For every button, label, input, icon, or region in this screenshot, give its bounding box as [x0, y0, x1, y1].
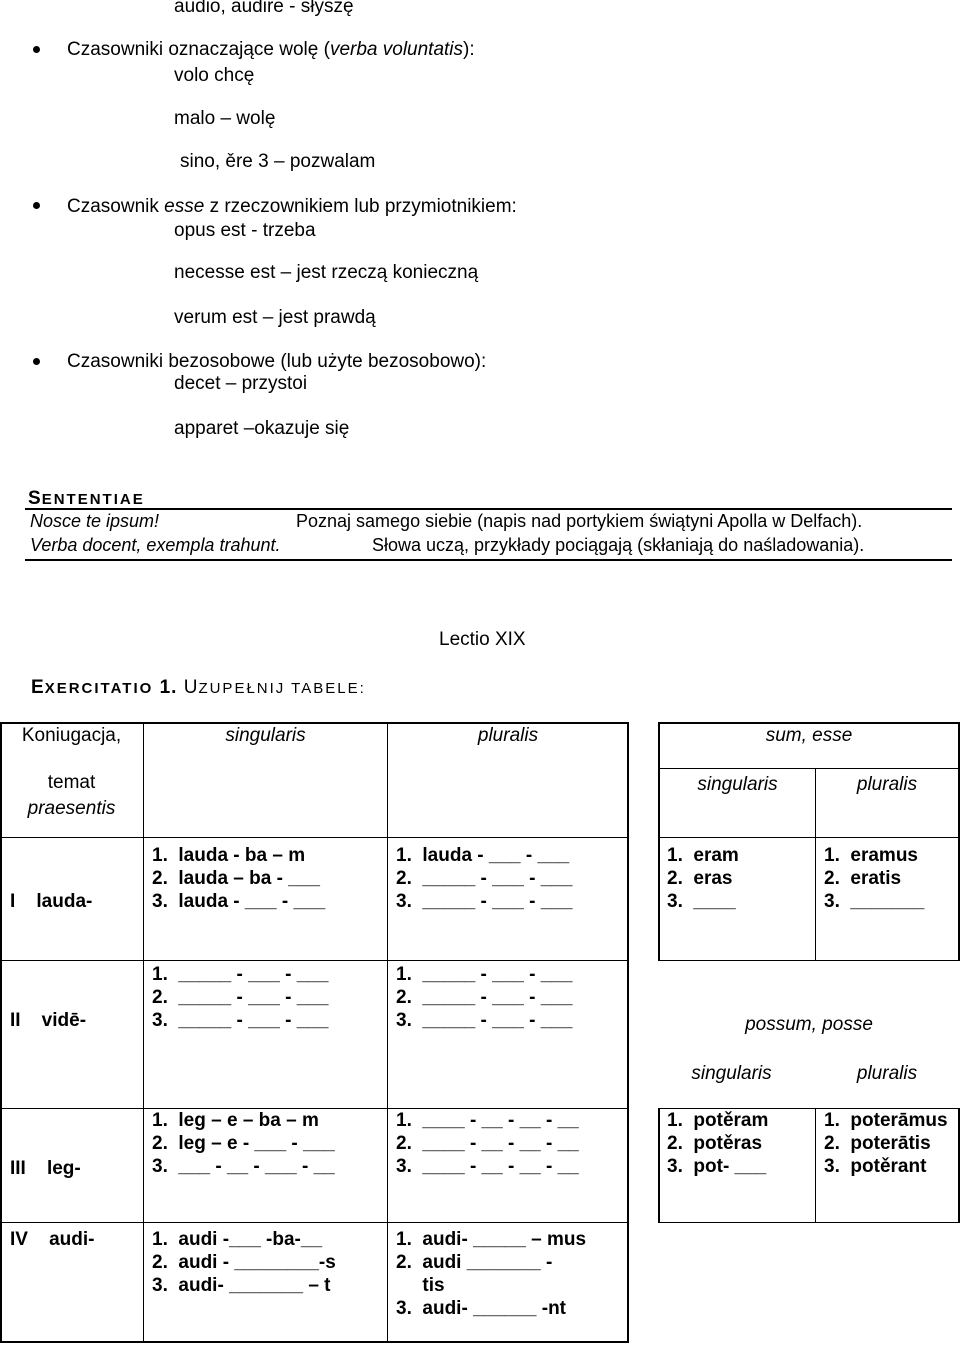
row-label-lauda: I lauda- — [10, 891, 93, 912]
header-possum-pluralis: pluralis — [856, 1063, 918, 1084]
cell-sing-iv: 1. audi -___ -ba-__ 2. audi - ________-s 3. audi- _______ – t — [152, 1229, 336, 1296]
header-praesentis: praesentis — [27, 798, 116, 819]
cell-plur-iv: 1. audi- _____ – mus 2. audi _______ - tis 3. audi- ______ -nt — [396, 1229, 587, 1319]
cell-plur-ii: 1. _____ - ___ - ___ 2. _____ - ___ - ___ 3. _____ - ___ - ___ — [396, 964, 573, 1031]
sentence-latin: Verba docent, exempla trahunt. — [30, 535, 281, 555]
divider — [25, 559, 952, 561]
bullet-dot — [33, 202, 40, 209]
header-koniugacja: Koniugacja, — [21, 725, 122, 746]
list-item: volo chcę — [174, 65, 255, 86]
cell-sum-sing: 1. eram 2. eras 3. ____ — [667, 845, 739, 912]
cell-sing-i: 1. lauda - ba – m 2. lauda – ba - ___ 3. lauda - ___ - ___ — [152, 845, 326, 912]
header-possum-posse: possum, posse — [745, 1014, 873, 1035]
cell-plur-iii: 1. ____ - __ - __ - __ 2. ____ - __ - __ - __ 3. ____ - __ - __ - __ — [396, 1110, 579, 1177]
cell-plur-i: 1. lauda - ___ - ___ 2. _____ - ___ - ___ 3. _____ - ___ - ___ — [396, 845, 573, 912]
header-pluralis: pluralis — [477, 725, 539, 746]
cell-possum-plur: 1. poterāmus 2. poterātis 3. potěrant — [824, 1110, 948, 1177]
bullet-heading-impersonal: Czasowniki bezosobowe (lub użyte bezosobowo): — [67, 351, 487, 372]
sentence-latin: Nosce te ipsum! — [30, 511, 160, 531]
list-item: opus est - trzeba — [174, 220, 316, 241]
cell-sing-iii: 1. leg – e – ba – m 2. leg – e - ___ - ___ 3. ___ - __ - ___ - __ — [152, 1110, 335, 1177]
row-label-leg: III leg- — [10, 1158, 81, 1179]
cell-possum-sing: 1. potěram 2. potěras 3. pot- ___ — [667, 1110, 769, 1177]
bullet-heading-voluntatis: Czasowniki oznaczające wolę (verba voluntatis): — [67, 39, 475, 60]
bullet-dot — [33, 46, 40, 53]
cell-sing-ii: 1. _____ - ___ - ___ 2. _____ - ___ - ___ 3. _____ - ___ - ___ — [152, 964, 329, 1031]
cell-sum-plur: 1. eramus 2. eratis 3. _______ — [824, 845, 925, 912]
header-sum-pluralis: pluralis — [856, 774, 918, 795]
sentence-polish: Słowa uczą, przykłady pociągają (skłaniają do naśladowania). — [372, 535, 865, 555]
header-sum-esse: sum, esse — [765, 725, 853, 746]
sentence-polish: Poznaj samego siebie (napis nad portykiem świątyni Apolla w Delfach). — [296, 511, 863, 531]
header-temat: temat — [47, 772, 96, 793]
bullet-heading-esse: Czasownik esse z rzeczownikiem lub przymiotnikiem: — [67, 196, 517, 217]
list-item: verum est – jest prawdą — [174, 307, 376, 328]
list-item: malo – wolę — [174, 108, 276, 129]
list-item: sino, ěre 3 – pozwalam — [180, 151, 376, 172]
list-item: apparet –okazuje się — [174, 418, 350, 439]
lesson-title: Lectio XIX — [439, 629, 526, 650]
sententiae-heading: SENTENTIAE — [28, 488, 145, 509]
row-label-audi: IV audi- — [10, 1229, 95, 1250]
list-item: necesse est – jest rzeczą konieczną — [174, 262, 479, 283]
header-possum-singularis: singularis — [691, 1063, 772, 1084]
header-sum-singularis: singularis — [697, 774, 778, 795]
exercise-heading: EXERCITATIO 1. UZUPEŁNIJ TABELE: — [31, 677, 366, 698]
list-item: decet – przystoi — [174, 373, 308, 394]
bullet-dot — [33, 358, 40, 365]
header-singularis: singularis — [225, 725, 306, 746]
verb-line-audio: audio, audire - słyszę — [174, 0, 354, 17]
row-label-vide: II vidē- — [10, 1010, 87, 1031]
